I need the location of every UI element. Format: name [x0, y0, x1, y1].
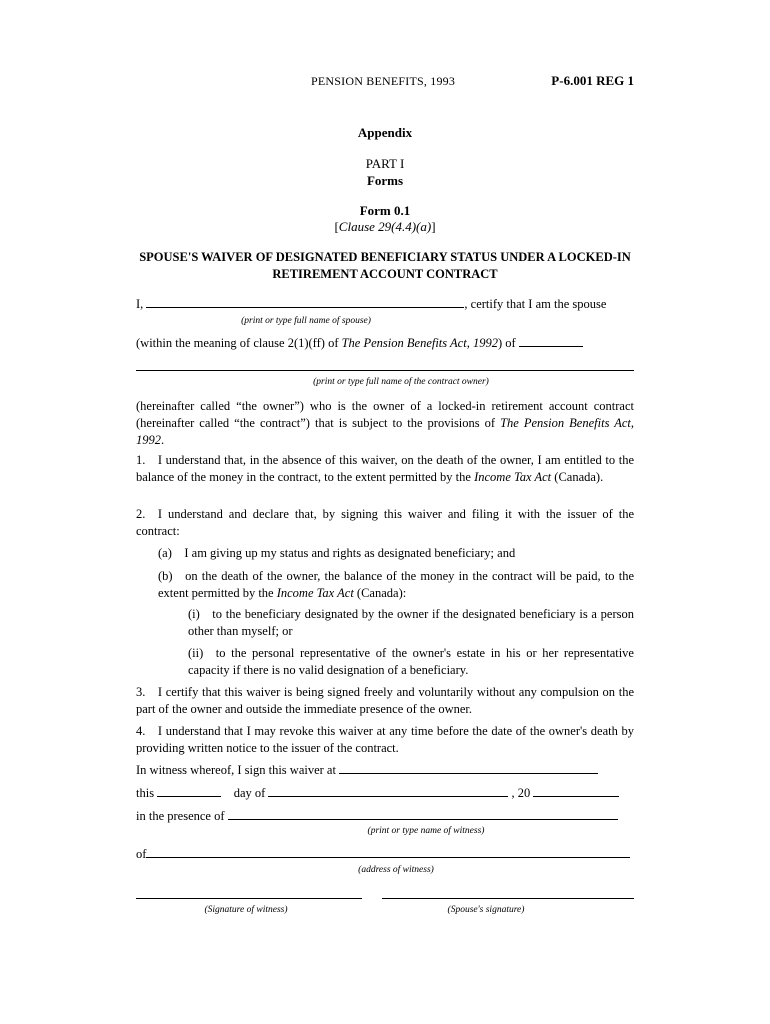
date-row: this day of , 20 — [136, 785, 634, 802]
appendix-heading: Appendix — [357, 125, 413, 140]
running-header-reg: P-6.001 REG 1 — [551, 73, 634, 88]
witness-address-blank[interactable] — [146, 846, 630, 858]
clause-2b-ii: (ii) to the personal representative of the owner's estate in his or her representative capacity if there is no valid designation of a beneficiary. — [188, 646, 634, 677]
clause-3: 3. I certify that this waiver is being signed freely and voluntarily without any compulsion on the part of the owner and outside the immediate presence of the owner. — [136, 685, 634, 716]
witness-name-caption: (print or type name of witness) — [367, 826, 485, 836]
month-blank[interactable] — [268, 785, 508, 797]
spouse-signature-caption: (Spouse's signature) — [447, 905, 525, 915]
running-header-title: PENSION BENEFITS, 1993 — [311, 74, 456, 88]
witness-address-row: of — [136, 846, 634, 863]
clause-1: 1. I understand that, in the absence of this waiver, on the death of the owner, I am entitled to the balance of the money in the contract, to the extent permitted by the Income Tax Act (Canada). — [136, 453, 634, 484]
clause-2a: (a) I am giving up my status and rights as designated beneficiary; and — [158, 546, 516, 560]
owner-name-caption: (print or type full name of the contract owner) — [313, 377, 489, 387]
spouse-name-row: I, , certify that I am the spouse — [136, 297, 607, 311]
witness-location-row: In witness whereof, I sign this waiver at — [136, 762, 634, 779]
owner-paragraph: (hereinafter called “the owner”) who is the owner of a locked-in retirement account contract (hereinafter called “the contract”) that is subject to the provisions of The Pension Benefits Act, 1992. — [136, 399, 635, 447]
spouse-name-blank[interactable] — [146, 296, 464, 308]
form-number: Form 0.1 — [359, 203, 411, 218]
clause-4: 4. I understand that I may revoke this waiver at any time before the date of the owner's death by providing written notice to the issuer of the contract. — [136, 724, 634, 755]
clause-reference: [Clause 29(4.4)(a)] — [334, 219, 436, 234]
owner-name-blank[interactable] — [136, 370, 634, 371]
day-blank[interactable] — [157, 785, 221, 797]
clause-2: 2. I understand and declare that, by signing this waiver and filing it with the issuer of the contract: — [136, 507, 634, 538]
witness-address-caption: (address of witness) — [358, 865, 434, 875]
clause-2b-i: (i) to the beneficiary designated by the owner if the designated beneficiary is a person other than myself; or — [188, 607, 634, 638]
act-clause-row: (within the meaning of clause 2(1)(ff) of The Pension Benefits Act, 1992) of — [136, 335, 634, 352]
location-blank[interactable] — [339, 762, 598, 774]
witness-name-blank[interactable] — [228, 808, 618, 820]
year-blank[interactable] — [533, 785, 619, 797]
presence-row: in the presence of — [136, 808, 634, 825]
clause-2b: (b) on the death of the owner, the balance of the money in the contract will be paid, to the extent permitted by the Income Tax Act (Canada): — [158, 569, 634, 600]
spouse-signature-blank[interactable] — [382, 898, 634, 899]
witness-signature-caption: (Signature of witness) — [204, 905, 288, 915]
form-title: SPOUSE'S WAIVER OF DESIGNATED BENEFICIARY STATUS UNDER A LOCKED-IN RETIREMENT ACCOUNT CONTRACT — [139, 250, 631, 281]
spouse-name-caption: (print or type full name of spouse) — [241, 316, 371, 326]
forms-heading: Forms — [366, 173, 404, 188]
of-blank[interactable] — [519, 335, 583, 347]
witness-signature-blank[interactable] — [136, 898, 362, 899]
part-heading: PART I — [365, 156, 405, 171]
